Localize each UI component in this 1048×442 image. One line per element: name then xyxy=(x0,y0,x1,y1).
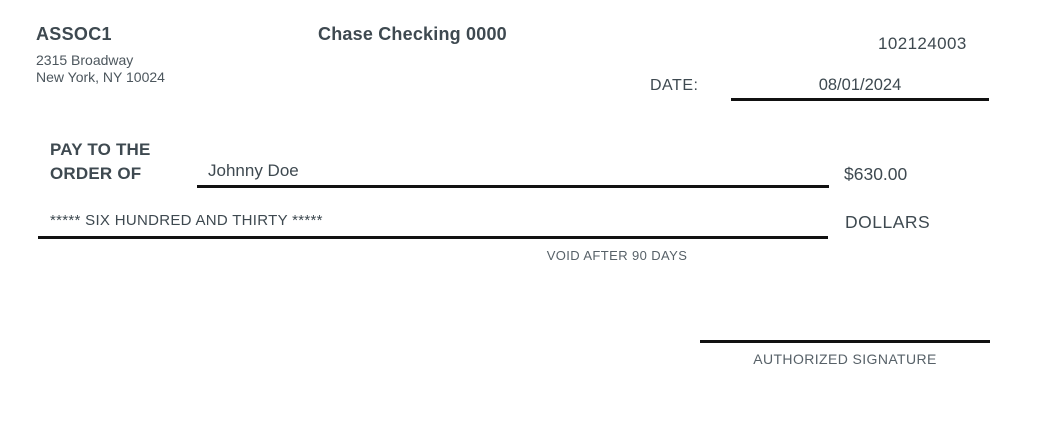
date-line xyxy=(731,98,989,101)
date-value: 08/01/2024 xyxy=(818,76,902,94)
payee-name: Johnny Doe xyxy=(208,161,299,180)
bank-account-label: Chase Checking 0000 xyxy=(318,24,507,44)
order-of-label: ORDER OF xyxy=(50,164,142,183)
void-notice: VOID AFTER 90 DAYS xyxy=(546,248,688,263)
payer-address-line1: 2315 Broadway xyxy=(36,52,134,68)
date-label: DATE: xyxy=(650,77,699,94)
payee-line xyxy=(197,185,829,188)
amount-words: ***** SIX HUNDRED AND THIRTY ***** xyxy=(50,212,323,229)
check-number: 102124003 xyxy=(878,34,967,53)
amount-words-line xyxy=(38,236,828,239)
authorized-signature-label: AUTHORIZED SIGNATURE xyxy=(753,351,937,367)
signature-line xyxy=(700,340,990,343)
payer-name: ASSOC1 xyxy=(36,24,112,44)
amount-numeric: $630.00 xyxy=(844,164,908,184)
dollars-label: DOLLARS xyxy=(845,212,931,232)
payer-address-line2: New York, NY 10024 xyxy=(36,69,165,85)
pay-to-the-label: PAY TO THE xyxy=(50,140,151,159)
